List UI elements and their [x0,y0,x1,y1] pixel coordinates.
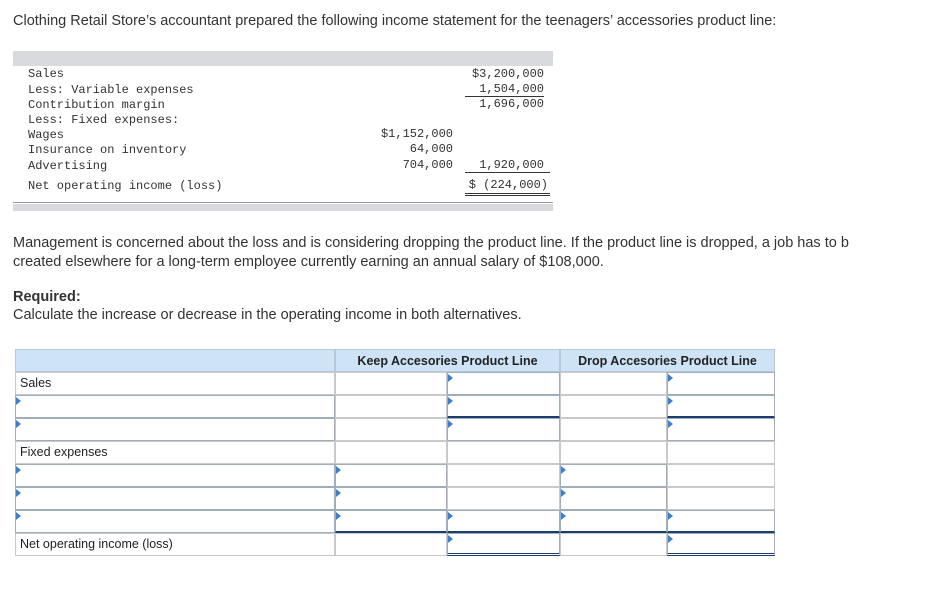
keep-fixed-input-row6[interactable] [335,487,447,510]
label-input-row5[interactable] [15,464,335,487]
required-heading: Required: [13,289,81,305]
header-keep: Keep Accesories Product Line [335,349,560,372]
stmt-value-advertising: 704,000 [402,158,453,172]
label-input-row7[interactable] [15,510,335,533]
required-text: Calculate the increase or decrease in the operating income in both alternatives. [13,307,522,323]
keep-col1-row4 [335,441,447,464]
stmt-label-insurance: Insurance on inventory [28,143,187,157]
stmt-value-sales: $3,200,000 [471,67,544,81]
input-marker-icon [16,397,21,405]
double-underline-noi-2 [465,195,550,196]
keep-sales-input[interactable] [447,372,560,395]
input-marker-icon [668,397,673,405]
stmt-value-contribution-margin: 1,696,000 [479,97,544,111]
input-marker-icon [668,512,673,520]
keep-col2-row5 [447,464,560,487]
stmt-label-advertising: Advertising [28,159,108,173]
input-marker-icon [336,512,341,520]
statement-top-band [13,51,553,66]
drop-fixed-input-row6[interactable] [560,487,667,510]
input-marker-icon [336,489,341,497]
drop-col1-row8 [560,533,667,556]
stmt-value-variable-expenses: 1,504,000 [479,82,544,96]
drop-col1-row4 [560,441,667,464]
input-marker-icon [448,397,453,405]
keep-fixed-input-row5[interactable] [335,464,447,487]
stmt-value-total-fixed: 1,920,000 [479,158,544,172]
keep-col2-row4 [447,441,560,464]
input-marker-icon [561,466,566,474]
paragraph-line-2: created elsewhere for a long-term employee currently earning an annual salary of $108,000. [13,254,604,270]
drop-fixed-input-row7[interactable] [560,510,667,533]
keep-fixed-input-row7[interactable] [335,510,447,533]
statement-separator [13,202,553,203]
keep-value-input-row2[interactable] [447,395,560,418]
input-marker-icon [668,420,673,428]
input-marker-icon [561,512,566,520]
drop-col2-row4 [667,441,775,464]
row-label-fixed-expenses: Fixed expenses [15,441,335,464]
intro-text: Clothing Retail Store’s accountant prepared the following income statement for the teenagers’ accessories product line: [13,13,777,29]
stmt-value-insurance: 64,000 [409,142,453,156]
drop-col2-row6 [667,487,775,510]
drop-noi-input[interactable] [667,533,775,556]
keep-col1-row3 [335,418,447,441]
input-marker-icon [16,466,21,474]
input-marker-icon [448,512,453,520]
label-input-row6[interactable] [15,487,335,510]
stmt-value-noi: $ (224,000) [468,178,548,192]
keep-value-input-row3[interactable] [447,418,560,441]
label-input-row3[interactable] [15,418,335,441]
drop-col1-row3 [560,418,667,441]
input-marker-icon [16,512,21,520]
underline-fixed [465,172,550,173]
drop-value-input-row2[interactable] [667,395,775,418]
grid-header-blank [15,349,335,372]
input-marker-icon [561,489,566,497]
stmt-label-noi: Net operating income (loss) [28,179,223,193]
income-statement [13,51,553,211]
stmt-value-wages: $1,152,000 [380,127,453,141]
drop-col1-row1 [560,372,667,395]
stmt-label-fixed-expenses: Less: Fixed expenses: [28,113,180,127]
drop-total-fixed-input[interactable] [667,510,775,533]
keep-col1-row8 [335,533,447,556]
input-marker-icon [668,374,673,382]
keep-noi-input[interactable] [447,533,560,556]
stmt-label-variable-expenses: Less: Variable expenses [28,83,194,97]
input-marker-icon [668,535,673,543]
row-label-sales: Sales [15,372,335,395]
problem-paragraph [13,234,849,272]
input-marker-icon [448,374,453,382]
keep-col1-row1 [335,372,447,395]
input-marker-icon [16,420,21,428]
keep-col2-row6 [447,487,560,510]
stmt-label-wages: Wages [28,128,65,142]
input-marker-icon [336,466,341,474]
drop-col1-row2 [560,395,667,418]
stmt-label-contribution-margin: Contribution margin [28,98,165,112]
stmt-label-sales: Sales [28,67,65,81]
paragraph-line-1: Management is concerned about the loss and is considering dropping the product line. If the product line is dropped, a job has to b [13,235,849,251]
drop-fixed-input-row5[interactable] [560,464,667,487]
input-marker-icon [448,420,453,428]
row-label-noi: Net operating income (loss) [15,533,335,556]
drop-sales-input[interactable] [667,372,775,395]
drop-value-input-row3[interactable] [667,418,775,441]
double-underline-noi-1 [465,193,550,194]
keep-total-fixed-input[interactable] [447,510,560,533]
input-marker-icon [16,489,21,497]
keep-col1-row2 [335,395,447,418]
header-drop: Drop Accesories Product Line [560,349,775,372]
statement-bottom-band [13,204,553,211]
drop-col2-row5 [667,464,775,487]
label-input-row2[interactable] [15,395,335,418]
input-marker-icon [448,535,453,543]
